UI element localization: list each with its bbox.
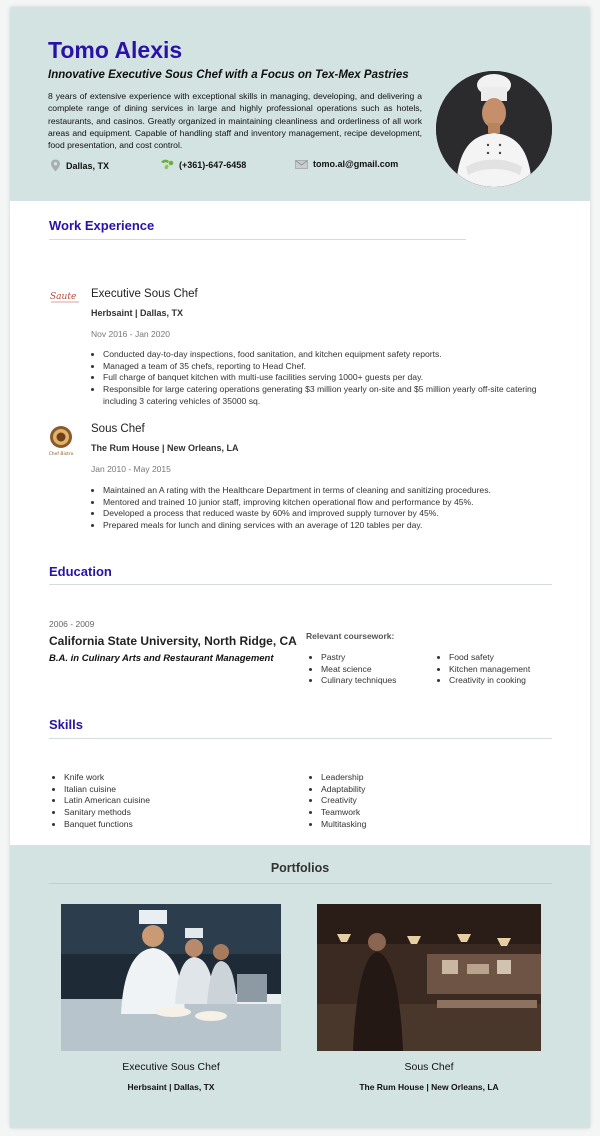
job-bullet: • Prepared meals for lunch and dining services with an average of 120 tables per day.: [103, 520, 563, 532]
coursework-item: • Meat science: [321, 664, 441, 676]
job-bullet: • Responsible for large catering operations generating $3 million yearly on-site and $5 million yearly off-site catering including 3 catering vehicles of 35000 sq.: [103, 384, 553, 407]
job-company: Herbsaint | Dallas, TX: [91, 308, 184, 318]
job-title: Sous Chef: [91, 423, 145, 435]
portfolio-image-chefs-plating[interactable]: [61, 904, 281, 1051]
skill-item: • Adaptability: [321, 784, 521, 796]
education-divider: [49, 584, 552, 585]
portfolio-section: [10, 845, 590, 1128]
job-bullet: • Conducted day-to-day inspections, food sanitation, and kitchen equipment safety reports.: [103, 349, 553, 361]
herbsaint-logo: [49, 289, 83, 310]
job-bullets: [91, 349, 553, 408]
skill-item: • Banquet functions: [64, 819, 264, 831]
skill-item: • Knife work: [64, 772, 264, 784]
coursework-item: • Food safety: [449, 652, 579, 664]
rum-house-logo: [49, 424, 75, 463]
contact-email: [295, 159, 398, 169]
portfolio-subcaption: The Rum House | New Orleans, LA: [359, 1082, 499, 1092]
location-text: Dallas, TX: [66, 160, 110, 171]
skill-item: • Latin American cuisine: [64, 795, 264, 807]
phone-text[interactable]: (+361)-647-6458: [179, 159, 247, 170]
email-text[interactable]: tomo.al@gmail.com: [313, 159, 399, 169]
coursework-item: • Pastry: [321, 652, 441, 664]
skill-item: • Leadership: [321, 772, 521, 784]
skills-divider: [49, 738, 552, 739]
job-bullets: [91, 485, 563, 532]
contact-phone: [160, 159, 246, 170]
candidate-summary: 8 years of extensive experience with exceptional skills in managing, developing, and delivering a complete range of dining services in large and highly professional operations such as hotels, restaurants, and casinos. Greatly organized in maintaining cleanliness and orderliness of all work areas and equipment. Capable of handling staff and inventory management, recipe development, food presentation, and cost control.: [48, 91, 422, 151]
phone-icon: [160, 159, 174, 170]
location-pin-icon: [50, 159, 61, 172]
job-bullet: • Maintained an A rating with the Healthcare Department in terms of cleaning and sanitizing procedures.: [103, 485, 563, 497]
coursework-item: • Kitchen management: [449, 664, 579, 676]
contact-location: [50, 159, 109, 172]
coursework-item: • Culinary techniques: [321, 675, 441, 687]
portfolio-heading: Portfolios: [270, 861, 330, 875]
coursework-item: • Creativity in cooking: [449, 675, 579, 687]
resume-page: [10, 7, 590, 1128]
portfolio-divider: [49, 883, 552, 884]
work-experience-heading: Work Experience: [49, 218, 155, 233]
rum-house-logo-text: Chef Bistro: [49, 452, 74, 457]
job-dates: Jan 2010 - May 2015: [91, 464, 171, 474]
education-school: California State University, North Ridge, CA: [49, 634, 297, 648]
skill-item: • Italian cuisine: [64, 784, 264, 796]
coursework-list: [309, 652, 441, 687]
portfolio-caption: Executive Sous Chef: [122, 1061, 220, 1073]
education-dates: 2006 - 2009: [49, 619, 95, 629]
coursework-list: [437, 652, 579, 687]
portfolio-subcaption: Herbsaint | Dallas, TX: [127, 1082, 215, 1092]
work-divider: [49, 239, 466, 240]
mail-icon: [295, 160, 308, 169]
coursework-label: Relevant coursework:: [306, 631, 395, 641]
skill-item: • Teamwork: [321, 807, 521, 819]
resume-header: [10, 7, 590, 201]
candidate-name: Tomo Alexis: [48, 37, 183, 63]
skill-item: • Sanitary methods: [64, 807, 264, 819]
skill-item: • Multitasking: [321, 819, 521, 831]
education-degree: B.A. in Culinary Arts and Restaurant Management: [49, 653, 274, 664]
job-bullet: • Developed a process that reduced waste by 60% and improved supply turnover by 45%.: [103, 508, 563, 520]
herbsaint-logo-text: Saute: [50, 292, 77, 302]
portfolio-caption: Sous Chef: [404, 1061, 454, 1073]
education-heading: Education: [49, 564, 112, 579]
job-dates: Nov 2016 - Jan 2020: [91, 329, 170, 339]
portfolio-image-kitchen[interactable]: [317, 904, 541, 1051]
job-bullet: • Managed a team of 35 chefs, reporting to Head Chef.: [103, 361, 553, 373]
candidate-tagline: Innovative Executive Sous Chef with a Focus on Tex-Mex Pastries: [48, 69, 409, 81]
job-bullet: • Mentored and trained 10 junior staff, improving kitchen operational flow and performance by 45%.: [103, 497, 563, 509]
chef-profile-photo: [436, 71, 552, 187]
skill-item: • Creativity: [321, 795, 521, 807]
skills-heading: Skills: [49, 717, 83, 732]
skills-list: [52, 772, 264, 831]
job-bullet: • Full charge of banquet kitchen with multi-use facilities serving 1000+ guests per day.: [103, 372, 553, 384]
skills-list: [309, 772, 521, 831]
job-company: The Rum House | New Orleans, LA: [91, 443, 239, 453]
job-title: Executive Sous Chef: [91, 288, 198, 300]
